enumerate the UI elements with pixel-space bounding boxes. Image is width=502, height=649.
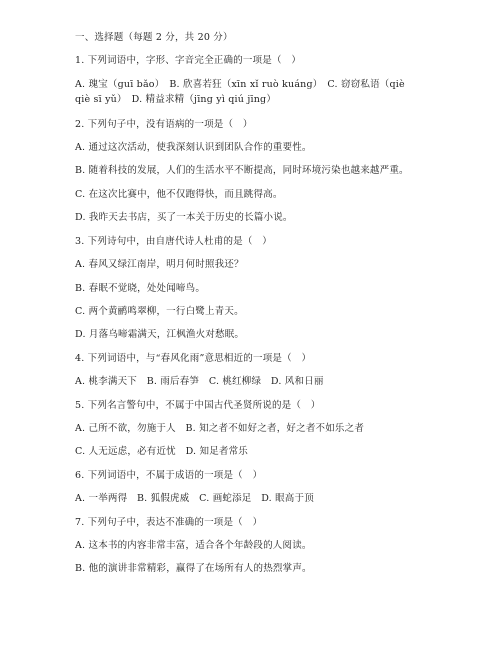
question-1-stem: 1. 下列词语中，字形、字音完全正确的一项是（ ） bbox=[75, 55, 302, 66]
question-2-stem: 2. 下列句子中，没有语病的一项是（ ） bbox=[75, 119, 253, 130]
question-6-stem: 6. 下列词语中，不属于成语的一项是（ ） bbox=[75, 470, 263, 481]
question-7-option-b: B. 他的演讲非常精彩，赢得了在场所有人的热烈掌声。 bbox=[75, 563, 312, 574]
question-5-options-cd: C. 人无远虑，必有近忧 D. 知足者常乐 bbox=[75, 446, 248, 457]
question-7-stem: 7. 下列句子中，表达不准确的一项是（ ） bbox=[75, 517, 263, 528]
question-2-option-c: C. 在这次比赛中，他不仅跑得快，而且跳得高。 bbox=[75, 189, 283, 200]
question-2-option-b: B. 随着科技的发展，人们的生活水平不断提高，同时环境污染也越来越严重。 bbox=[75, 165, 409, 176]
question-7-option-a: A. 这本书的内容非常丰富，适合各个年龄段的人阅读。 bbox=[75, 540, 312, 551]
question-2-option-d: D. 我昨天去书店，买了一本关于历史的长篇小说。 bbox=[75, 212, 293, 223]
question-3-option-c: C. 两个黄鹂鸣翠柳，一行白鹭上青天。 bbox=[75, 306, 244, 317]
question-1-options-cont: qiè sī yǔ） D. 精益求精（jīng yì qiú jīng） bbox=[75, 94, 277, 105]
question-2-option-a: A. 通过这次活动，使我深刻认识到团队合作的重要性。 bbox=[75, 142, 312, 153]
question-3-option-d: D. 月落乌啼霜满天，江枫渔火对愁眠。 bbox=[75, 329, 245, 340]
question-5-stem: 5. 下列名言警句中，不属于中国古代圣贤所说的是（ ） bbox=[75, 400, 321, 411]
section-title: 一、选择题（每题 2 分，共 20 分） bbox=[75, 32, 233, 43]
question-4-stem: 4. 下列词语中，与“春风化雨”意思相近的一项是（ ） bbox=[75, 353, 312, 364]
question-3-option-a: A. 春风又绿江南岸，明月何时照我还？ bbox=[75, 259, 244, 270]
question-6-options: A. 一举两得 B. 狐假虎威 C. 画蛇添足 D. 眼高于顶 bbox=[75, 493, 314, 504]
question-3-stem: 3. 下列诗句中，由自唐代诗人杜甫的是（ ） bbox=[75, 236, 272, 247]
question-3-option-b: B. 春眠不觉晓，处处闻啼鸟。 bbox=[75, 283, 206, 294]
question-4-options: A. 桃李满天下 B. 雨后春笋 C. 桃红柳绿 D. 风和日丽 bbox=[75, 376, 324, 387]
question-1-options: A. 瑰宝（guī bǎo） B. 欣喜若狂（xīn xǐ ruò kuáng） C. 窃窃私语（qiè bbox=[75, 79, 405, 90]
question-5-options-ab: A. 己所不欲，勿施于人 B. 知之者不如好之者，好之者不如乐之者 bbox=[75, 423, 365, 434]
